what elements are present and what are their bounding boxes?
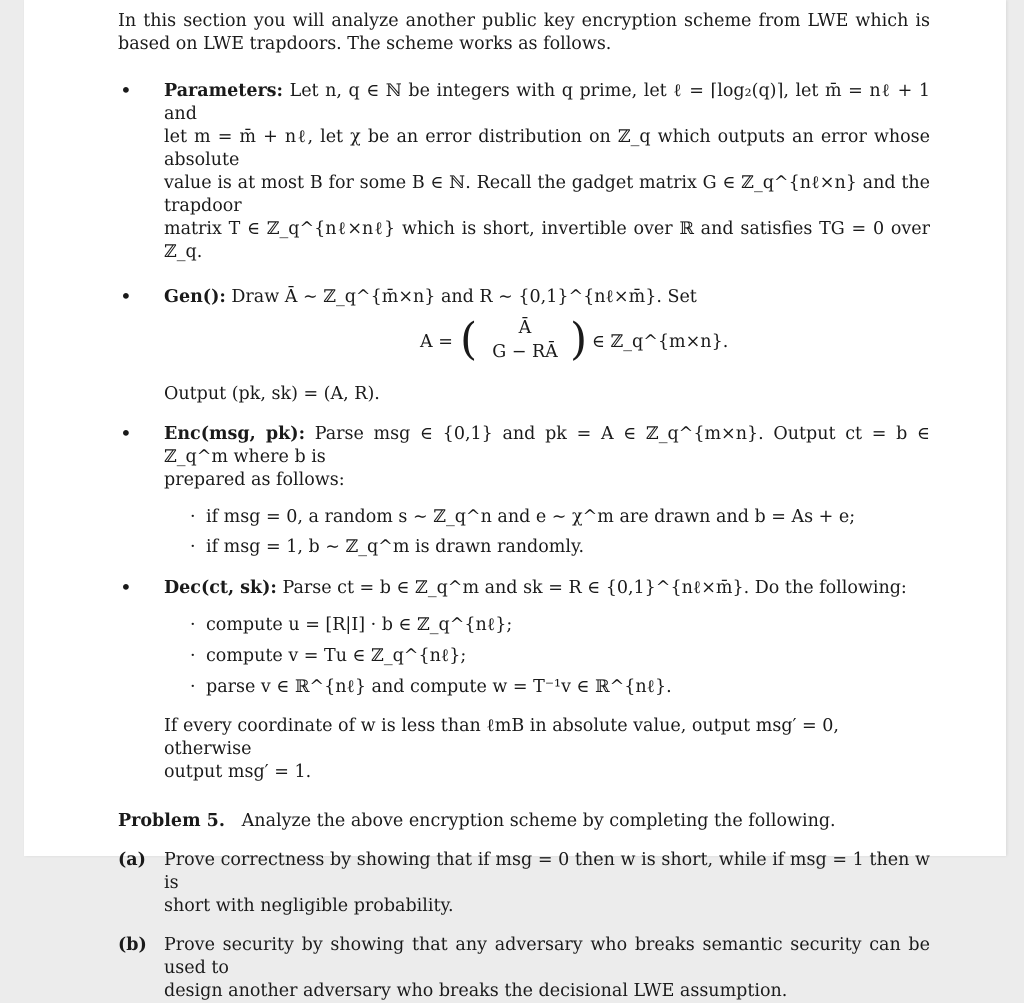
problem-part-line-1: Prove security by showing that any adversary who breaks semantic security can be used to [164,935,930,978]
bullet-icon: • [120,575,132,599]
parameters-line-2: let m = m̄ + nℓ, let χ be an error distribution on ℤ_q which outputs an error whose absolute [164,127,930,170]
problem-text: Analyze the above encryption scheme by completing the following. [241,811,836,831]
problem-part-line-1: Prove correctness by showing that if msg = 0 then w is short, while if msg = 1 then w is [164,850,930,893]
matrix-rhs: ∈ ℤ_q^{m×n}. [592,332,729,352]
document-content [118,10,930,1003]
subitem-dot-icon: · [190,646,196,666]
parameters-item [118,80,930,264]
dec-item [118,577,930,600]
problem-part-label: (b) [118,935,147,955]
dec-subitem [118,645,930,668]
subitem-dot-icon: · [190,615,196,635]
problem-part-label: (a) [118,850,146,870]
enc-subitem [118,536,930,559]
gen-label: Gen(): [164,287,226,307]
dec-final-line-2: output msg′ = 1. [164,762,312,782]
gen-item [118,286,930,309]
left-paren-icon: ( [460,314,478,365]
gen-text: Draw Ā ∼ ℤ_q^{m̄×n} and R ∼ {0,1}^{nℓ×m̄}. Set [231,287,697,307]
enc-line-1: Parse msg ∈ {0,1} and pk = A ∈ ℤ_q^{m×n}. Output ct = b ∈ ℤ_q^m where b is [164,424,930,467]
matrix-top-entry: Ā [518,318,532,338]
problem-statement [118,810,930,833]
dec-text: Parse ct = b ∈ ℤ_q^m and sk = R ∈ {0,1}^{nℓ×m̄}. Do the following: [282,578,907,598]
matrix-equation [118,314,930,365]
bullet-icon: • [120,78,132,102]
enc-subitem [118,506,930,529]
matrix-bottom-entry: G − RĀ [492,342,558,362]
parameters-line-1: Let n, q ∈ ℕ be integers with q prime, let ℓ = ⌈log₂(q)⌉, let m̄ = nℓ + 1 and [164,81,930,124]
parameters-line-4: matrix T ∈ ℤ_q^{nℓ×nℓ} which is short, invertible over ℝ and satisfies TG = 0 over ℤ_q. [164,219,930,262]
intro-paragraph: In this section you will analyze another public key encryption scheme from LWE which is based on LWE trapdoors. The scheme works as follows. [118,11,930,54]
subitem-dot-icon: · [190,507,196,527]
problem-label: Problem 5. [118,811,225,831]
dec-subitem-text: compute v = Tu ∈ ℤ_q^{nℓ}; [206,646,467,666]
dec-final [118,715,930,784]
enc-subitem-text: if msg = 1, b ∼ ℤ_q^m is drawn randomly. [206,537,585,557]
problem-part-line-2: short with negligible probability. [164,896,454,916]
subitem-dot-icon: · [190,537,196,557]
matrix-lhs: A = [420,332,453,352]
dec-final-line-1: If every coordinate of w is less than ℓmB in absolute value, output msg′ = 0, otherwise [164,716,839,759]
gen-output: Output (pk, sk) = (A, R). [164,384,380,404]
dec-label: Dec(ct, sk): [164,578,277,598]
parameters-line-3: value is at most B for some B ∈ ℕ. Recall the gadget matrix G ∈ ℤ_q^{nℓ×n} and the trapdoor [164,173,930,216]
problem-part [118,849,930,918]
dec-subitem-text: parse v ∈ ℝ^{nℓ} and compute w = T⁻¹v ∈ ℝ^{nℓ}. [206,677,672,697]
parameters-label: Parameters: [164,81,283,101]
enc-item [118,423,930,492]
problem-part-line-2: design another adversary who breaks the decisional LWE assumption. [164,981,788,1001]
subitem-dot-icon: · [190,677,196,697]
problem-part [118,934,930,1003]
dec-subitem [118,676,930,699]
enc-subitem-text: if msg = 0, a random s ∼ ℤ_q^n and e ∼ χ^m are drawn and b = As + e; [206,507,856,527]
right-paren-icon: ) [570,314,588,365]
enc-line-2: prepared as follows: [164,470,345,490]
enc-label: Enc(msg, pk): [164,424,306,444]
dec-subitem [118,614,930,637]
bullet-icon: • [120,284,132,308]
dec-subitem-text: compute u = [R|I] · b ∈ ℤ_q^{nℓ}; [206,615,513,635]
bullet-icon: • [120,421,132,445]
document-page [24,0,1006,1001]
